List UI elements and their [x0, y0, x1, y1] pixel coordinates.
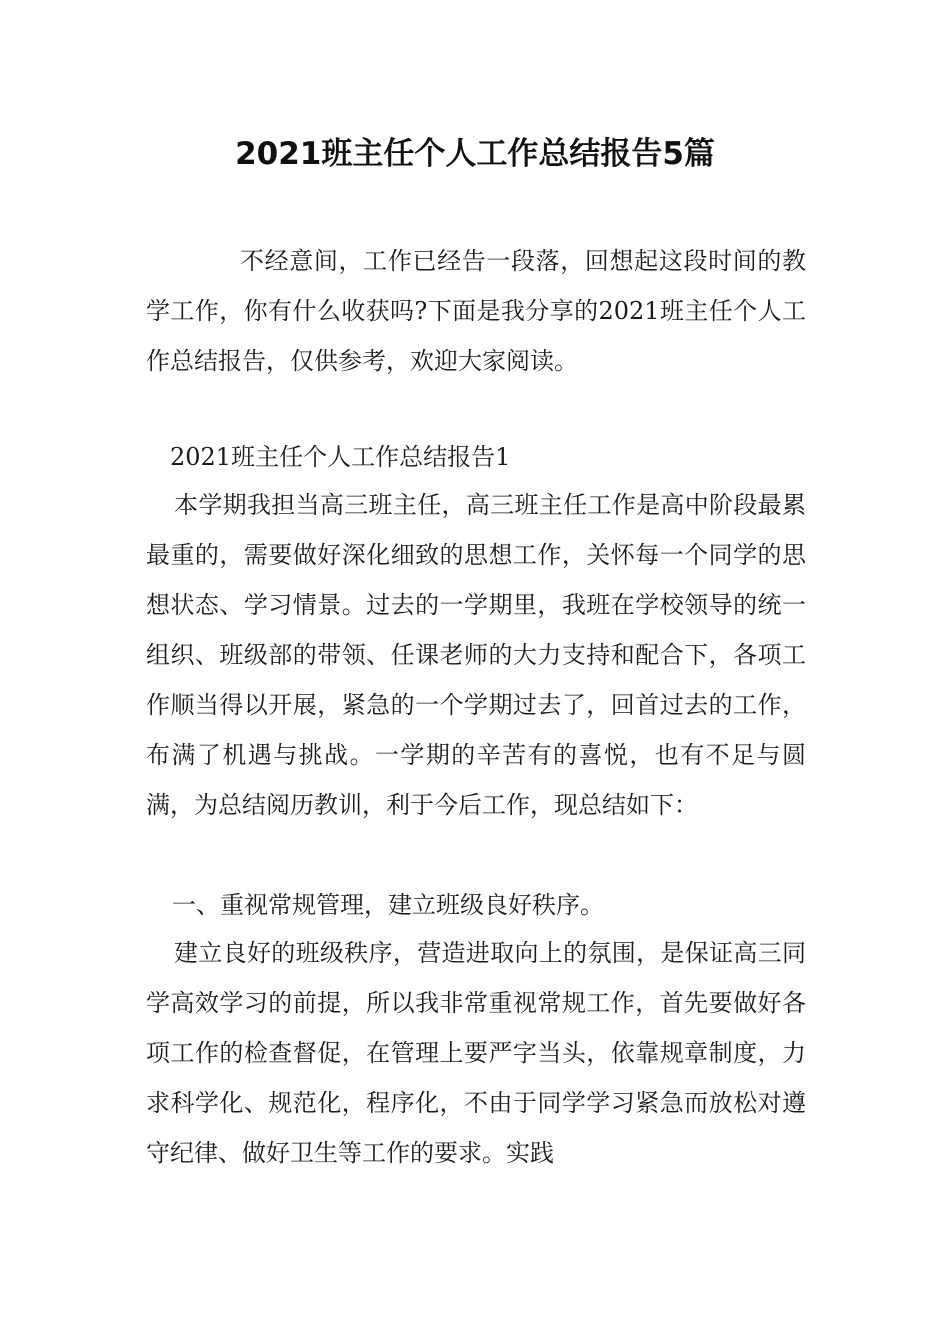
body-paragraph-2: 建立良好的班级秩序，营造进取向上的氛围，是保证高三同学高效学习的前提，所以我非常重视常规工作，首先要做好各项工作的检查督促，在管理上要严字当头，依靠规章制度，力求科学化、规范化，程序化，不由于同学学习紧急而放松对遵守纪律、做好卫生等工作的要求。实践: [146, 939, 806, 1167]
section-heading: 2021班主任个人工作总结报告1: [170, 443, 511, 471]
body-paragraph-1: 本学期我担当高三班主任，高三班主任工作是高中阶段最累最重的，需要做好深化细致的思想工作，关怀每一个同学的思想状态、学习情景。过去的一学期里，我班在学校领导的统一组织、班级部的带领、任课老师的大力支持和配合下，各项工作顺当得以开展，紧急的一个学期过去了，回首过去的工作，布满了机遇与挑战。一学期的辛苦有的喜悦，也有不足与圆满，为总结阅历教训，利于今后工作，现总结如下：: [146, 491, 806, 819]
document-title: 2021班主任个人工作总结报告5篇: [235, 136, 715, 172]
intro-paragraph: 不经意间，工作已经告一段落，回想起这段时间的教学工作，你有什么收获吗?下面是我分享的2021班主任个人工作总结报告，仅供参考，欢迎大家阅读。: [146, 247, 806, 375]
point-heading-1: 一、重视常规管理，建立班级良好秩序。: [172, 891, 604, 919]
